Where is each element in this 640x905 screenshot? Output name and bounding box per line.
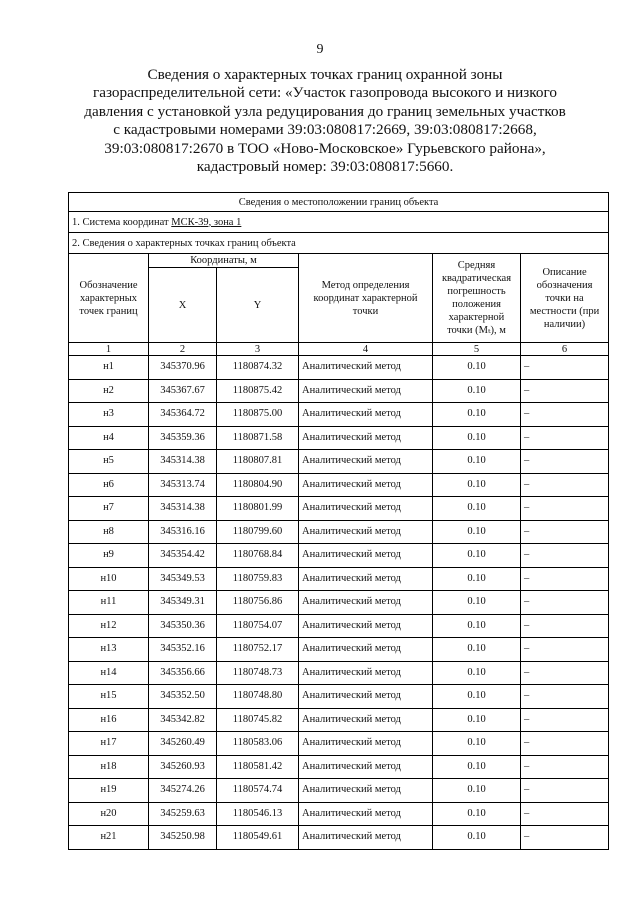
x-coordinate-cell: 345314.38 (149, 497, 217, 521)
table-row (69, 802, 609, 826)
x-coordinate-cell: 345260.93 (149, 755, 217, 779)
x-coordinate-cell: 345352.16 (149, 638, 217, 662)
y-coordinate-cell: 1180583.06 (217, 732, 299, 756)
description-cell: – (521, 779, 609, 803)
error-cell: 0.10 (433, 661, 521, 685)
title-line: давления с установкой узла редуцирования до границ земельных участков (84, 102, 566, 120)
description-cell: – (521, 356, 609, 380)
point-id-cell: н5 (69, 450, 149, 474)
description-cell: – (521, 544, 609, 568)
error-cell: 0.10 (433, 473, 521, 497)
y-coordinate-cell: 1180754.07 (217, 614, 299, 638)
table-row (69, 520, 609, 544)
error-cell: 0.10 (433, 544, 521, 568)
method-cell: Аналитический метод (299, 638, 433, 662)
table-row (69, 779, 609, 803)
description-cell: – (521, 450, 609, 474)
description-cell: – (521, 638, 609, 662)
method-cell: Аналитический метод (299, 356, 433, 380)
error-cell: 0.10 (433, 403, 521, 427)
error-cell: 0.10 (433, 826, 521, 850)
description-cell: – (521, 685, 609, 709)
x-coordinate-cell: 345314.38 (149, 450, 217, 474)
column-number: 2 (149, 343, 217, 356)
x-coordinate-cell: 345313.74 (149, 473, 217, 497)
method-cell: Аналитический метод (299, 403, 433, 427)
method-cell: Аналитический метод (299, 426, 433, 450)
column-number: 1 (69, 343, 149, 356)
x-coordinate-cell: 345350.36 (149, 614, 217, 638)
x-coordinate-cell: 345354.42 (149, 544, 217, 568)
column-number: 3 (217, 343, 299, 356)
x-coordinate-cell: 345364.72 (149, 403, 217, 427)
document-title (70, 66, 580, 176)
method-cell: Аналитический метод (299, 614, 433, 638)
method-cell: Аналитический метод (299, 802, 433, 826)
method-cell: Аналитический метод (299, 661, 433, 685)
error-cell: 0.10 (433, 450, 521, 474)
error-cell: 0.10 (433, 426, 521, 450)
table-row (69, 638, 609, 662)
error-cell: 0.10 (433, 708, 521, 732)
x-coordinate-cell: 345260.49 (149, 732, 217, 756)
error-cell: 0.10 (433, 356, 521, 380)
error-cell: 0.10 (433, 497, 521, 521)
x-coordinate-cell: 345359.36 (149, 426, 217, 450)
point-id-cell: н18 (69, 755, 149, 779)
method-cell: Аналитический метод (299, 567, 433, 591)
x-coordinate-cell: 345259.63 (149, 802, 217, 826)
method-cell: Аналитический метод (299, 591, 433, 615)
error-cell: 0.10 (433, 685, 521, 709)
point-id-cell: н15 (69, 685, 149, 709)
x-coordinate-cell: 345352.50 (149, 685, 217, 709)
table-row (69, 450, 609, 474)
table-row (69, 661, 609, 685)
y-coordinate-cell: 1180875.00 (217, 403, 299, 427)
description-cell: – (521, 567, 609, 591)
y-coordinate-cell: 1180581.42 (217, 755, 299, 779)
x-coordinate-cell: 345349.31 (149, 591, 217, 615)
table-row (69, 379, 609, 403)
coordinate-system-name: МСК-39, зона 1 (171, 216, 242, 228)
method-cell: Аналитический метод (299, 450, 433, 474)
method-cell: Аналитический метод (299, 826, 433, 850)
method-cell: Аналитический метод (299, 520, 433, 544)
method-cell: Аналитический метод (299, 732, 433, 756)
y-coordinate-cell: 1180871.58 (217, 426, 299, 450)
description-cell: – (521, 473, 609, 497)
table-row (69, 403, 609, 427)
y-coordinate-cell: 1180804.90 (217, 473, 299, 497)
point-id-cell: н7 (69, 497, 149, 521)
description-cell: – (521, 732, 609, 756)
error-cell: 0.10 (433, 638, 521, 662)
description-cell: – (521, 426, 609, 450)
point-id-cell: н1 (69, 356, 149, 380)
point-id-cell: н2 (69, 379, 149, 403)
title-line: с кадастровыми номерами 39:03:080817:2669, 39:03:080817:2668, (113, 121, 537, 139)
error-cell: 0.10 (433, 732, 521, 756)
error-cell: 0.10 (433, 591, 521, 615)
x-coordinate-cell: 345250.98 (149, 826, 217, 850)
error-cell: 0.10 (433, 520, 521, 544)
point-id-cell: н19 (69, 779, 149, 803)
description-cell: – (521, 591, 609, 615)
point-id-cell: н10 (69, 567, 149, 591)
table-row (69, 591, 609, 615)
method-cell: Аналитический метод (299, 779, 433, 803)
description-cell: – (521, 661, 609, 685)
x-coordinate-cell: 345316.16 (149, 520, 217, 544)
y-coordinate-cell: 1180546.13 (217, 802, 299, 826)
y-coordinate-cell: 1180799.60 (217, 520, 299, 544)
description-cell: – (521, 826, 609, 850)
boundary-points-table (68, 192, 609, 850)
coordinate-system-row (69, 212, 609, 233)
title-line: газораспределительной сети: «Участок газопровода высокого и низкого (93, 84, 557, 102)
table-row (69, 567, 609, 591)
error-cell: 0.10 (433, 379, 521, 403)
table-row (69, 755, 609, 779)
y-coordinate-cell: 1180549.61 (217, 826, 299, 850)
point-id-cell: н6 (69, 473, 149, 497)
method-cell: Аналитический метод (299, 497, 433, 521)
error-cell: 0.10 (433, 779, 521, 803)
header-x: X (149, 268, 217, 343)
table-row (69, 426, 609, 450)
y-coordinate-cell: 1180768.84 (217, 544, 299, 568)
y-coordinate-cell: 1180756.86 (217, 591, 299, 615)
page-number: 9 (316, 42, 324, 57)
coordinate-system-prefix: 1. Система координат (72, 216, 172, 228)
header-y: Y (217, 268, 299, 343)
method-cell: Аналитический метод (299, 544, 433, 568)
header-error: Средняя квадратическая погрешность положения характерной точки (Mₜ), м (433, 254, 521, 343)
x-coordinate-cell: 345349.53 (149, 567, 217, 591)
description-cell: – (521, 520, 609, 544)
header-method: Метод определения координат характерной точки (299, 254, 433, 343)
error-cell: 0.10 (433, 567, 521, 591)
method-cell: Аналитический метод (299, 685, 433, 709)
description-cell: – (521, 614, 609, 638)
table-banner: Сведения о местоположении границ объекта (69, 193, 609, 212)
y-coordinate-cell: 1180748.80 (217, 685, 299, 709)
table-row (69, 497, 609, 521)
point-id-cell: н11 (69, 591, 149, 615)
column-number: 4 (299, 343, 433, 356)
y-coordinate-cell: 1180752.17 (217, 638, 299, 662)
method-cell: Аналитический метод (299, 379, 433, 403)
table-row (69, 614, 609, 638)
point-id-cell: н9 (69, 544, 149, 568)
description-cell: – (521, 755, 609, 779)
title-line: 39:03:080817:2670 в ТОО «Ново-Московское» Гурьевского района», (104, 139, 546, 157)
description-cell: – (521, 497, 609, 521)
title-line: кадастровый номер: 39:03:080817:5660. (196, 158, 454, 176)
column-number-row (69, 343, 609, 356)
method-cell: Аналитический метод (299, 755, 433, 779)
table-row (69, 732, 609, 756)
table-row (69, 685, 609, 709)
point-id-cell: н4 (69, 426, 149, 450)
point-id-cell: н3 (69, 403, 149, 427)
point-id-cell: н14 (69, 661, 149, 685)
y-coordinate-cell: 1180748.73 (217, 661, 299, 685)
x-coordinate-cell: 345367.67 (149, 379, 217, 403)
title-line: Сведения о характерных точках границ охранной зоны (147, 66, 503, 83)
y-coordinate-cell: 1180875.42 (217, 379, 299, 403)
y-coordinate-cell: 1180759.83 (217, 567, 299, 591)
description-cell: – (521, 802, 609, 826)
point-id-cell: н20 (69, 802, 149, 826)
point-id-cell: н17 (69, 732, 149, 756)
error-cell: 0.10 (433, 614, 521, 638)
point-id-cell: н13 (69, 638, 149, 662)
point-id-cell: н21 (69, 826, 149, 850)
description-cell: – (521, 379, 609, 403)
x-coordinate-cell: 345274.26 (149, 779, 217, 803)
error-cell: 0.10 (433, 755, 521, 779)
method-cell: Аналитический метод (299, 708, 433, 732)
table-row (69, 708, 609, 732)
y-coordinate-cell: 1180745.82 (217, 708, 299, 732)
table-row (69, 826, 609, 850)
y-coordinate-cell: 1180874.32 (217, 356, 299, 380)
y-coordinate-cell: 1180574.74 (217, 779, 299, 803)
table-row (69, 544, 609, 568)
table-row (69, 356, 609, 380)
description-cell: – (521, 403, 609, 427)
point-id-cell: н8 (69, 520, 149, 544)
y-coordinate-cell: 1180807.81 (217, 450, 299, 474)
column-number: 6 (521, 343, 609, 356)
header-description: Описание обозначения точки на местности (при наличии) (521, 254, 609, 343)
y-coordinate-cell: 1180801.99 (217, 497, 299, 521)
x-coordinate-cell: 345356.66 (149, 661, 217, 685)
section-points-heading: 2. Сведения о характерных точках границ объекта (69, 233, 609, 254)
error-cell: 0.10 (433, 802, 521, 826)
table-row (69, 473, 609, 497)
point-id-cell: н12 (69, 614, 149, 638)
description-cell: – (521, 708, 609, 732)
x-coordinate-cell: 345370.96 (149, 356, 217, 380)
method-cell: Аналитический метод (299, 473, 433, 497)
column-number: 5 (433, 343, 521, 356)
header-coordinates: Координаты, м (149, 254, 299, 268)
header-point: Обозначение характерных точек границ (69, 254, 149, 343)
point-id-cell: н16 (69, 708, 149, 732)
x-coordinate-cell: 345342.82 (149, 708, 217, 732)
